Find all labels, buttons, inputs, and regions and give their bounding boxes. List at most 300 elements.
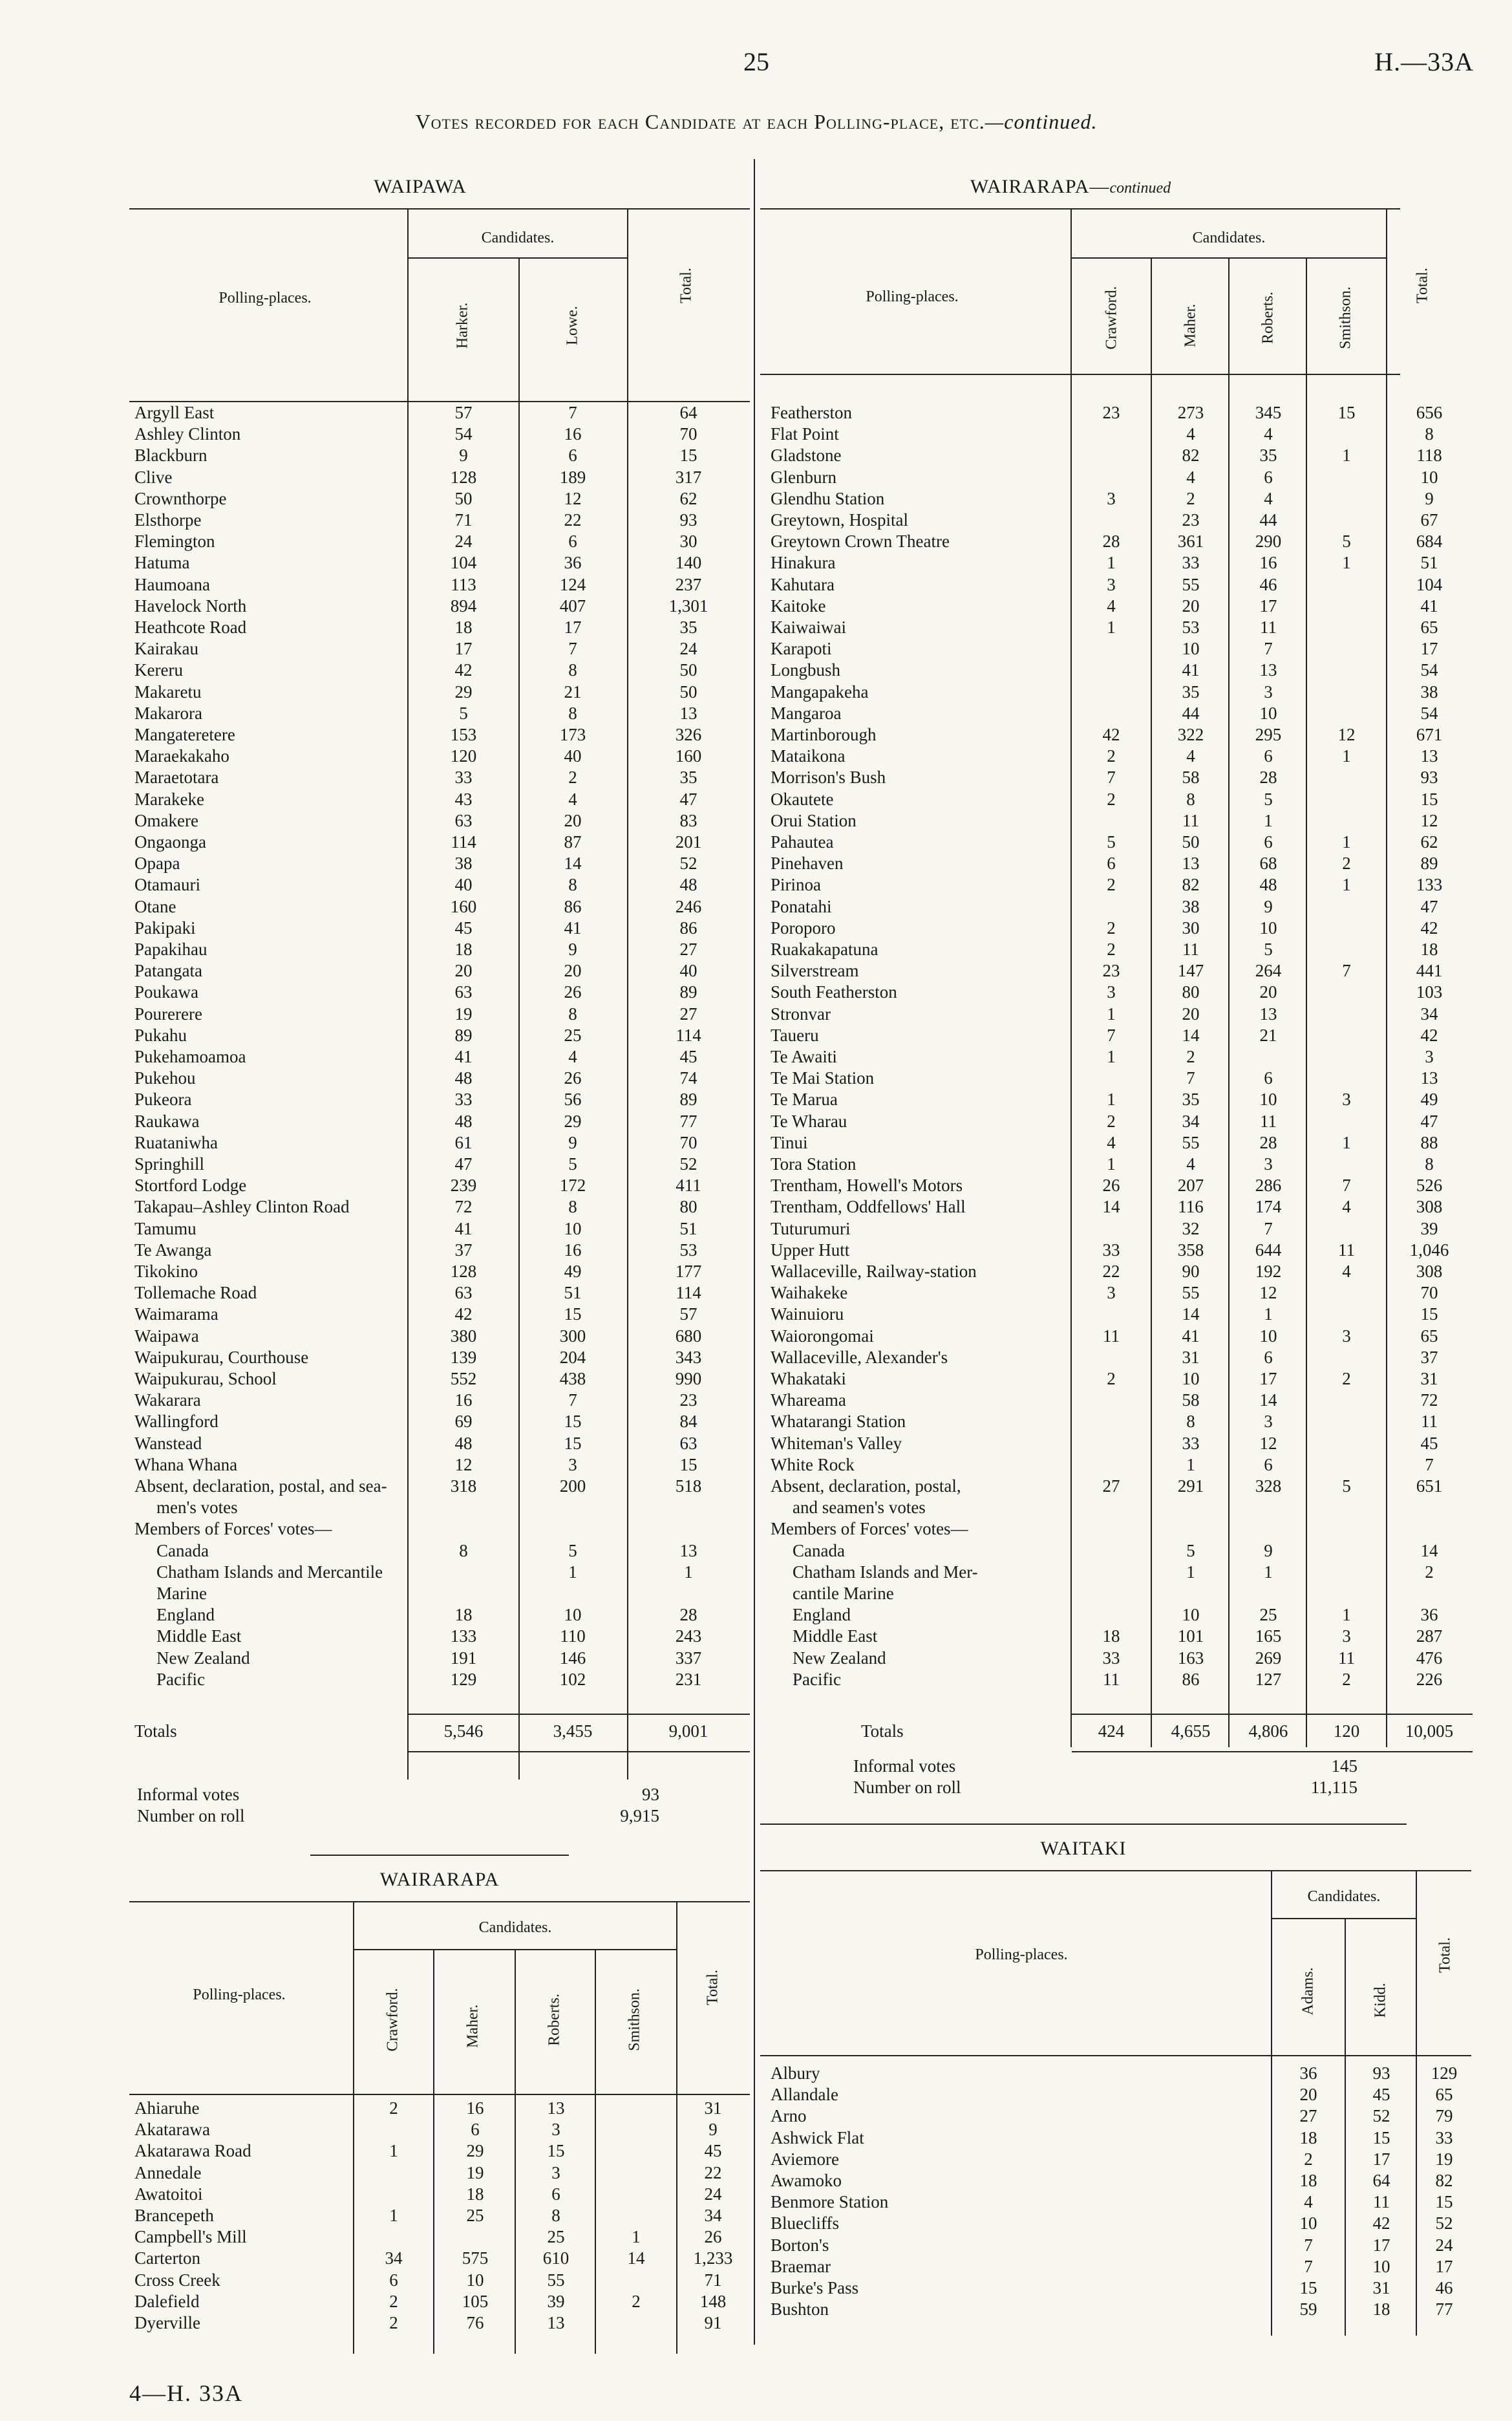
vote-cell: 8	[568, 703, 577, 723]
wairarapa-col-maher: Maher.	[464, 2004, 482, 2049]
vote-cell: 24	[1435, 2235, 1453, 2255]
wairarapa-cont-roll-label: Number on roll	[853, 1778, 961, 1797]
vote-cell: 20	[454, 961, 473, 981]
vote-cell: 52	[679, 1154, 697, 1174]
wairarapa-candidates-header: Candidates.	[478, 1919, 552, 1936]
vote-cell: 114	[676, 1283, 701, 1303]
vote-cell: 54	[1420, 660, 1438, 680]
wairarapa-cont-total-crawford: 424	[1098, 1721, 1125, 1741]
wairarapa-cont-total-all: 10,005	[1405, 1721, 1454, 1741]
vote-cell: 13	[679, 1540, 697, 1560]
vote-cell: 7	[1107, 768, 1116, 788]
vote-cell: 3	[1107, 1283, 1116, 1303]
polling-place-name: Blackburn	[134, 446, 208, 466]
vote-cell: 1	[1107, 1047, 1116, 1066]
vote-cell: 10	[1182, 1369, 1200, 1388]
vote-cell: 4	[1342, 1262, 1351, 1281]
vote-cell: 87	[564, 832, 582, 852]
vote-cell: 1	[1107, 618, 1116, 637]
vote-cell: 207	[1177, 1176, 1204, 1196]
vote-cell: 15	[1435, 2192, 1453, 2212]
vote-cell: 77	[1435, 2299, 1453, 2319]
vote-cell: 17	[1435, 2256, 1453, 2276]
vote-cell: 11	[1182, 810, 1199, 830]
vote-cell: 11	[1338, 1648, 1355, 1668]
vote-cell: 129	[450, 1669, 477, 1689]
vote-cell: 8	[1425, 424, 1434, 444]
vote-cell: 6	[1264, 1068, 1273, 1088]
vote-cell: 101	[1177, 1626, 1204, 1646]
heading-main: Votes recorded for each Candidate at each Polling-place, etc.	[415, 110, 985, 133]
vote-cell: 45	[679, 1047, 697, 1066]
wairarapa-cont-total-smithson: 120	[1333, 1721, 1360, 1741]
vote-cell: 28	[1102, 532, 1120, 552]
vote-cell: 93	[1372, 2063, 1390, 2083]
polling-place-name: Ponatahi	[771, 896, 832, 916]
vote-cell: 11	[1103, 1326, 1120, 1346]
vote-cell: 322	[1177, 725, 1204, 744]
vote-cell: 11	[1260, 618, 1277, 637]
polling-place-name: Braemar	[771, 2256, 831, 2276]
vote-cell: 15	[564, 1304, 582, 1324]
vote-cell: 7	[1304, 2256, 1313, 2276]
vote-cell: 6	[1264, 1454, 1273, 1474]
vote-cell: 326	[675, 725, 702, 744]
vote-cell: 49	[564, 1262, 582, 1281]
heading-suffix: —continued.	[985, 110, 1098, 133]
vote-cell: 35	[1182, 1090, 1200, 1110]
polling-place-name: Orui Station	[771, 810, 857, 830]
wairarapa-cont-totals	[771, 1721, 1482, 1745]
polling-place-name: Absent, declaration, postal, and sea-	[134, 1476, 387, 1496]
vote-cell: 1	[389, 2206, 398, 2225]
vote-cell: 4	[1264, 488, 1273, 508]
vote-cell: 33	[1435, 2127, 1453, 2147]
polling-place-name: Martinborough	[771, 725, 877, 744]
vote-cell: 243	[675, 1626, 702, 1646]
vote-cell: 308	[1416, 1262, 1443, 1281]
polling-place-name: Akatarawa Road	[134, 2141, 251, 2161]
vote-cell: 172	[559, 1176, 586, 1196]
vote-cell: 23	[1102, 961, 1120, 981]
vote-cell: 5	[568, 1154, 577, 1174]
vote-cell: 1	[1186, 1454, 1195, 1474]
vote-cell: 358	[1177, 1240, 1204, 1260]
polling-place-name: Hatuma	[134, 553, 190, 573]
polling-place-name: Middle East	[793, 1626, 878, 1646]
waipawa-title: WAIPAWA	[374, 176, 467, 197]
vote-cell: 82	[1182, 875, 1200, 895]
vote-cell: 2	[1107, 1111, 1116, 1131]
vote-cell: 72	[454, 1197, 473, 1217]
vote-cell: 42	[454, 1304, 473, 1324]
vote-cell: 50	[1182, 832, 1200, 852]
polling-place-name: Albury	[771, 2063, 820, 2083]
page-heading	[129, 110, 1383, 134]
vote-cell: 102	[559, 1669, 586, 1689]
vote-cell: 50	[679, 660, 697, 680]
vote-cell: 10	[1259, 1326, 1277, 1346]
vote-cell: 45	[1372, 2085, 1390, 2105]
polling-place-name: Marine	[156, 1584, 207, 1603]
polling-place-name: Aviemore	[771, 2149, 839, 2169]
vote-cell: 3	[568, 1454, 577, 1474]
polling-place-name: Omakere	[134, 810, 198, 830]
vote-cell: 63	[454, 982, 473, 1002]
wairarapa-cont-title-suffix: continued	[1109, 180, 1171, 197]
vote-cell: 2	[1107, 875, 1116, 895]
vote-cell: 7	[1264, 639, 1273, 659]
vote-cell: 53	[1182, 618, 1200, 637]
wairarapa-cont-totals-label: Totals	[861, 1721, 904, 1741]
polling-place-name: Pukehamoamoa	[134, 1047, 246, 1066]
vote-cell: 70	[679, 1132, 697, 1152]
vote-cell: 47	[454, 1154, 473, 1174]
polling-place-name: Morrison's Bush	[771, 768, 886, 788]
vote-cell: 17	[1259, 1369, 1277, 1388]
vote-cell: 2	[1304, 2149, 1313, 2169]
vote-cell: 41	[454, 1218, 473, 1238]
vote-cell: 40	[679, 961, 697, 981]
polling-place-name: Tollemache Road	[134, 1283, 257, 1303]
vote-cell: 8	[1186, 1412, 1195, 1432]
vote-cell: 15	[564, 1412, 582, 1432]
polling-place-name: Havelock North	[134, 596, 247, 616]
vote-cell: 44	[1259, 510, 1277, 530]
vote-cell: 46	[1435, 2278, 1453, 2297]
vote-cell: 86	[679, 918, 697, 938]
vote-cell: 13	[547, 2313, 565, 2332]
vote-cell: 45	[454, 918, 473, 938]
vote-cell: 3	[1425, 1047, 1434, 1066]
vote-cell: 59	[1299, 2299, 1317, 2319]
waitaki-title: WAITAKI	[1040, 1838, 1127, 1859]
vote-cell: 1	[1107, 1004, 1116, 1024]
vote-cell: 28	[679, 1605, 697, 1625]
vote-cell: 20	[564, 810, 582, 830]
vote-cell: 44	[1182, 703, 1200, 723]
polling-place-name: Poroporo	[771, 918, 836, 938]
vote-cell: 33	[1182, 553, 1200, 573]
polling-place-name: Members of Forces' votes—	[134, 1519, 332, 1539]
waipawa-roll-label: Number on roll	[137, 1806, 245, 1825]
polling-place-name: Whakataki	[771, 1369, 846, 1388]
vote-cell: 671	[1416, 725, 1443, 744]
vote-cell: 70	[679, 424, 697, 444]
polling-place-name: Mangapakeha	[771, 682, 869, 702]
vote-cell: 12	[564, 488, 582, 508]
polling-place-name: Pukehou	[134, 1068, 196, 1088]
vote-cell: 9	[568, 940, 577, 959]
polling-place-name: Heathcote Road	[134, 618, 247, 637]
vote-cell: 19	[454, 1004, 473, 1024]
vote-cell: 52	[1372, 2106, 1390, 2126]
vote-cell: 7	[1304, 2235, 1313, 2255]
vote-cell: 80	[679, 1197, 697, 1217]
polling-place-name: Tikokino	[134, 1262, 198, 1281]
vote-cell: 1	[1342, 746, 1351, 766]
vote-cell: 65	[1420, 1326, 1438, 1346]
vote-cell: 12	[1259, 1433, 1277, 1453]
polling-place-name: Whiteman's Valley	[771, 1433, 902, 1453]
vote-cell: 3	[1264, 682, 1273, 702]
vote-cell: 200	[559, 1476, 586, 1496]
waitaki-col-adams: Adams.	[1299, 1967, 1317, 2016]
polling-place-name: Kahutara	[771, 574, 835, 594]
vote-cell: 33	[1102, 1240, 1120, 1260]
polling-place-name: Taueru	[771, 1025, 819, 1045]
polling-place-name: and seamen's votes	[793, 1498, 926, 1518]
vote-cell: 9	[708, 2120, 718, 2140]
signature-mark: 4—H. 33A	[129, 2380, 243, 2406]
polling-place-name: Te Mai Station	[771, 1068, 875, 1088]
vote-cell: 35	[1259, 446, 1277, 466]
vote-cell: 51	[1420, 553, 1438, 573]
vote-cell: 4	[1107, 1132, 1116, 1152]
wairarapa-cont-total-maher: 4,655	[1171, 1721, 1211, 1741]
vote-cell: 1	[632, 2227, 641, 2247]
vote-cell: 10	[564, 1605, 582, 1625]
vote-cell: 8	[568, 1197, 577, 1217]
vote-cell: 64	[679, 403, 697, 422]
polling-place-name: Makaretu	[134, 682, 202, 702]
polling-place-name: Pakipaki	[134, 918, 196, 938]
vote-cell: 31	[704, 2098, 722, 2118]
vote-cell: 3	[551, 2162, 560, 2182]
vote-cell: 48	[454, 1111, 473, 1131]
polling-place-name: Greytown Crown Theatre	[771, 532, 950, 552]
polling-place-name: Silverstream	[771, 961, 859, 981]
vote-cell: 33	[454, 768, 473, 788]
vote-cell: 476	[1416, 1648, 1443, 1668]
vote-cell: 2	[1342, 1669, 1351, 1689]
vote-cell: 36	[1420, 1605, 1438, 1625]
waipawa-candidates-header: Candidates.	[481, 230, 555, 246]
polling-place-name: Crownthorpe	[134, 488, 227, 508]
vote-cell: 1	[1342, 1605, 1351, 1625]
polling-place-name: Wakarara	[134, 1390, 201, 1410]
vote-cell: 3	[1107, 488, 1116, 508]
vote-cell: 15	[1372, 2127, 1390, 2147]
vote-cell: 3	[1107, 982, 1116, 1002]
vote-cell: 74	[679, 1068, 697, 1088]
vote-cell: 82	[1435, 2171, 1453, 2190]
vote-cell: 4	[568, 789, 577, 809]
vote-cell: 80	[1182, 982, 1200, 1002]
vote-cell: 1	[1342, 875, 1351, 895]
vote-cell: 204	[559, 1347, 586, 1367]
polling-place-name: Otane	[134, 896, 176, 916]
vote-cell: 2	[389, 2313, 398, 2332]
polling-place-name: Wainuioru	[771, 1304, 844, 1324]
vote-cell: 15	[1420, 789, 1438, 809]
vote-cell: 18	[1299, 2171, 1317, 2190]
vote-cell: 6	[1264, 746, 1273, 766]
vote-cell: 14	[1102, 1197, 1120, 1217]
waipawa-informal-label: Informal votes	[137, 1785, 240, 1804]
vote-cell: 5	[1107, 832, 1116, 852]
vote-cell: 7	[568, 639, 577, 659]
vote-cell: 8	[568, 660, 577, 680]
waipawa-informal-value: 93	[642, 1785, 659, 1804]
vote-cell: 2	[1425, 1562, 1434, 1582]
vote-cell: 8	[459, 1540, 468, 1560]
vote-cell: 8	[551, 2206, 560, 2225]
polling-place-name: Greytown, Hospital	[771, 510, 908, 530]
vote-cell: 9	[459, 446, 468, 466]
vote-cell: 128	[450, 1262, 477, 1281]
vote-cell: 21	[1259, 1025, 1277, 1045]
vote-cell: 55	[547, 2270, 565, 2290]
polling-place-name: Patangata	[134, 961, 202, 981]
vote-cell: 147	[1177, 961, 1204, 981]
vote-cell: 55	[1182, 1132, 1200, 1152]
vote-cell: 55	[1182, 574, 1200, 594]
polling-place-name: Whatarangi Station	[771, 1412, 906, 1432]
vote-cell: 19	[466, 2162, 484, 2182]
vote-cell: 8	[1186, 789, 1195, 809]
polling-place-name: Members of Forces' votes—	[771, 1519, 968, 1539]
vote-cell: 40	[564, 746, 582, 766]
vote-cell: 48	[454, 1433, 473, 1453]
polling-place-name: Upper Hutt	[771, 1240, 850, 1260]
vote-cell: 54	[454, 424, 473, 444]
polling-place-name: Annedale	[134, 2162, 202, 2182]
vote-cell: 6	[1264, 832, 1273, 852]
polling-place-name: Haumoana	[134, 574, 210, 594]
vote-cell: 16	[564, 424, 582, 444]
wairarapa-cont-col-crawford: Crawford.	[1103, 286, 1120, 350]
vote-cell: 39	[547, 2291, 565, 2311]
vote-cell: 36	[564, 553, 582, 573]
vote-cell: 13	[1259, 660, 1277, 680]
polling-place-name: Campbell's Mill	[134, 2227, 247, 2247]
vote-cell: 103	[1416, 982, 1443, 1002]
vote-cell: 129	[1431, 2063, 1458, 2083]
vote-cell: 49	[1420, 1090, 1438, 1110]
vote-cell: 42	[1102, 725, 1120, 744]
vote-cell: 237	[675, 574, 702, 594]
vote-cell: 6	[551, 2184, 560, 2204]
vote-cell: 89	[679, 982, 697, 1002]
vote-cell: 11	[1338, 1240, 1355, 1260]
vote-cell: 20	[564, 961, 582, 981]
vote-cell: 7	[568, 403, 577, 422]
vote-cell: 104	[450, 553, 477, 573]
vote-cell: 23	[1102, 403, 1120, 422]
vote-cell: 31	[1182, 1347, 1200, 1367]
vote-cell: 2	[1107, 1369, 1116, 1388]
vote-cell: 40	[454, 875, 473, 895]
polling-place-name: New Zealand	[156, 1648, 250, 1668]
vote-cell: 33	[454, 1090, 473, 1110]
vote-cell: 2	[1342, 854, 1351, 874]
vote-cell: 27	[1299, 2106, 1317, 2126]
vote-cell: 11	[1260, 1111, 1277, 1131]
vote-cell: 174	[1255, 1197, 1282, 1217]
vote-cell: 76	[466, 2313, 484, 2332]
polling-place-name: Kaitoke	[771, 596, 826, 616]
polling-place-name: Arno	[771, 2106, 807, 2126]
vote-cell: 552	[450, 1369, 477, 1388]
vote-cell: 10	[1182, 1605, 1200, 1625]
vote-cell: 2	[568, 768, 577, 788]
vote-cell: 287	[1416, 1626, 1443, 1646]
vote-cell: 14	[1182, 1025, 1200, 1045]
polling-place-name: Waihakeke	[771, 1283, 848, 1303]
vote-cell: 10	[564, 1218, 582, 1238]
vote-cell: 990	[675, 1369, 702, 1388]
vote-cell: 318	[450, 1476, 477, 1496]
vote-cell: 5	[1342, 532, 1351, 552]
vote-cell: 63	[454, 1283, 473, 1303]
vote-cell: 42	[454, 660, 473, 680]
vote-cell: 1	[1342, 832, 1351, 852]
vote-cell: 14	[1420, 1540, 1438, 1560]
vote-cell: 47	[679, 789, 697, 809]
vote-cell: 29	[454, 682, 473, 702]
vote-cell: 160	[450, 896, 477, 916]
vote-cell: 38	[1420, 682, 1438, 702]
vote-cell: 17	[1259, 596, 1277, 616]
polling-place-name: Poukawa	[134, 982, 198, 1002]
page-number: 25	[743, 47, 769, 76]
vote-cell: 246	[675, 896, 702, 916]
polling-place-name: Bluecliffs	[771, 2213, 839, 2233]
polling-place-name: Tuturumuri	[771, 1218, 851, 1238]
vote-cell: 62	[1420, 832, 1438, 852]
vote-cell: 31	[1420, 1369, 1438, 1388]
wairarapa-col-roberts: Roberts.	[546, 1994, 563, 2046]
polling-place-name: Flat Point	[771, 424, 839, 444]
vote-cell: 47	[1420, 1111, 1438, 1131]
vote-cell: 13	[547, 2098, 565, 2118]
vote-cell: 1	[1107, 553, 1116, 573]
vote-cell: 16	[564, 1240, 582, 1260]
polling-place-name: men's votes	[156, 1498, 238, 1518]
vote-cell: 1	[1342, 1132, 1351, 1152]
wairarapa-cont-candidates-header: Candidates.	[1192, 230, 1266, 246]
vote-cell: 9	[1425, 488, 1434, 508]
waipawa-total-lowe: 3,455	[553, 1721, 593, 1741]
vote-cell: 89	[454, 1025, 473, 1045]
vote-cell: 38	[1182, 896, 1200, 916]
vote-cell: 7	[1342, 1176, 1351, 1196]
polling-place-name: Okautete	[771, 789, 834, 809]
vote-cell: 343	[675, 1347, 702, 1367]
vote-cell: 20	[1182, 596, 1200, 616]
vote-cell: 18	[1299, 2127, 1317, 2147]
polling-place-name: Whana Whana	[134, 1454, 238, 1474]
vote-cell: 58	[1182, 1390, 1200, 1410]
vote-cell: 8	[568, 1004, 577, 1024]
vote-cell: 45	[704, 2141, 722, 2161]
polling-place-name: Elsthorpe	[134, 510, 202, 530]
polling-place-name: Te Marua	[771, 1090, 838, 1110]
vote-cell: 7	[1264, 1218, 1273, 1238]
polling-place-name: Te Awanga	[134, 1240, 212, 1260]
vote-cell: 124	[559, 574, 586, 594]
column-divider	[754, 159, 755, 2345]
polling-place-name: Akatarawa	[134, 2120, 210, 2140]
vote-cell: 4	[1304, 2192, 1313, 2212]
polling-place-name: Chatham Islands and Mer-	[793, 1562, 978, 1582]
vote-cell: 146	[559, 1648, 586, 1668]
vote-cell: 62	[679, 488, 697, 508]
vote-cell: 17	[454, 639, 473, 659]
vote-cell: 3	[1342, 1326, 1351, 1346]
vote-cell: 41	[1182, 1326, 1200, 1346]
